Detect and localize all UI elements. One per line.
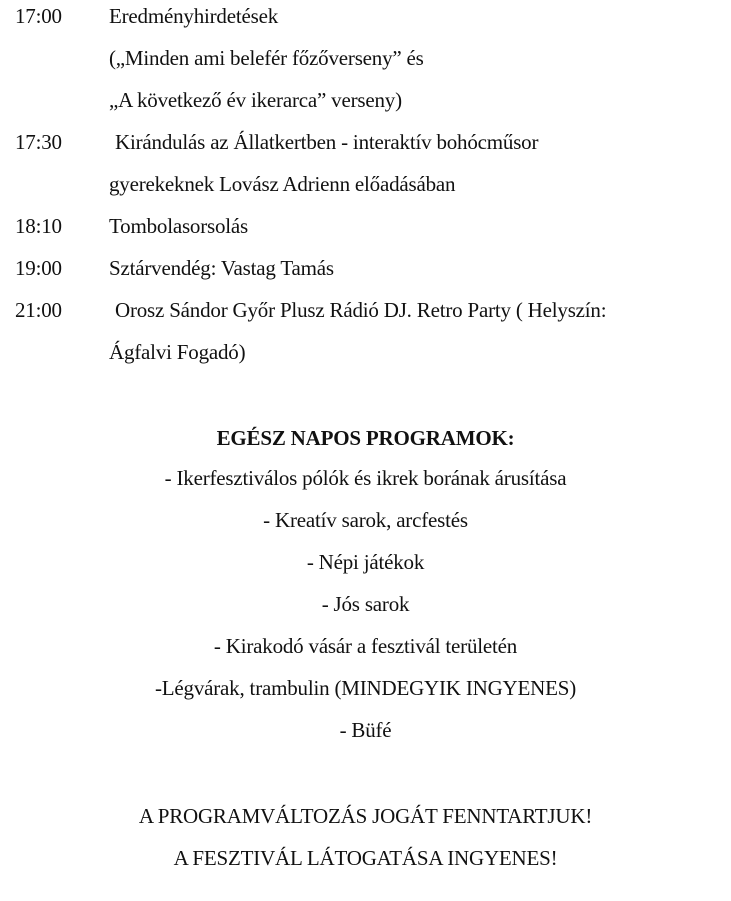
schedule-time: 17:00 <box>15 4 62 28</box>
schedule-item <box>0 214 731 244</box>
all-day-item: - Kreatív sarok, arcfestés <box>263 508 468 532</box>
schedule-item-continuation <box>0 46 731 76</box>
schedule-item <box>0 298 731 328</box>
all-day-item: - Népi játékok <box>306 550 425 574</box>
all-day-item: - Büfé <box>339 718 392 742</box>
schedule-description: Orosz Sándor Győr Plusz Rádió DJ. Retro Party ( Helyszín: <box>115 298 607 322</box>
all-day-item: - Jós sarok <box>321 592 410 616</box>
schedule-description: Ágfalvi Fogadó) <box>109 340 246 364</box>
schedule-item-continuation <box>0 172 731 202</box>
schedule-description: („Minden ami belefér főzőverseny” és <box>109 46 424 70</box>
schedule-item <box>0 256 731 286</box>
schedule-time: 17:30 <box>15 130 62 154</box>
schedule-item-continuation <box>0 88 731 118</box>
schedule-time: 18:10 <box>15 214 62 238</box>
notice-program-change: A PROGRAMVÁLTOZÁS JOGÁT FENNTARTJUK! <box>138 804 593 828</box>
notice-free-entry: A FESZTIVÁL LÁTOGATÁSA INGYENES! <box>173 846 558 870</box>
schedule-description: Sztárvendég: Vastag Tamás <box>109 256 334 280</box>
schedule-item <box>0 130 731 160</box>
all-day-item: - Kirakodó vásár a fesztivál területén <box>213 634 518 658</box>
all-day-heading: EGÉSZ NAPOS PROGRAMOK: <box>216 426 515 450</box>
schedule-item-continuation <box>0 340 731 370</box>
schedule-description: Kirándulás az Állatkertben - interaktív bohócműsor <box>115 130 539 154</box>
schedule-time: 19:00 <box>15 256 62 280</box>
schedule-description: gyerekeknek Lovász Adrienn előadásában <box>109 172 456 196</box>
schedule-time: 21:00 <box>15 298 62 322</box>
schedule-description: Tombolasorsolás <box>109 214 249 238</box>
all-day-item: - Ikerfesztiválos pólók és ikrek borának árusítása <box>164 466 567 490</box>
schedule-item <box>0 4 731 34</box>
all-day-item: -Légvárak, trambulin (MINDEGYIK INGYENES) <box>154 676 577 700</box>
schedule-description: „A következő év ikerarca” verseny) <box>109 88 402 112</box>
schedule-description: Eredményhirdetések <box>109 4 278 28</box>
